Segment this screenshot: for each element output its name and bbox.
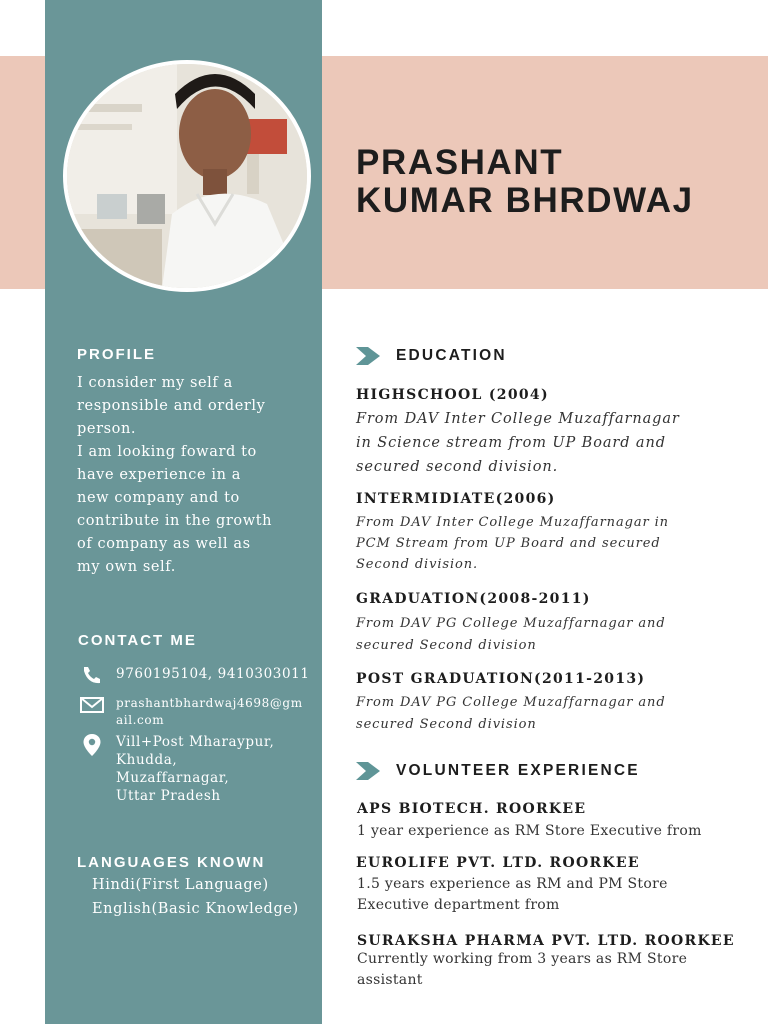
chevron-right-icon bbox=[356, 761, 382, 781]
education-item-desc: From DAV Inter College Muzaffarnagar in Science stream from UP Board and secured second division. bbox=[356, 411, 680, 475]
education-item-desc: From DAV Inter College Muzaffarnagar in PCM Stream from UP Board and secured Second division. bbox=[356, 515, 669, 572]
contact-email-row bbox=[80, 695, 303, 729]
profile-photo bbox=[63, 60, 311, 292]
volunteer-section-header bbox=[356, 761, 640, 781]
volunteer-item-desc: 1.5 years experience as RM and PM Store Executive department from bbox=[357, 876, 668, 913]
education-item-title: HIGHSCHOOL (2004) bbox=[356, 387, 549, 403]
full-name bbox=[356, 144, 694, 220]
education-item-title: GRADUATION(2008-2011) bbox=[356, 591, 591, 607]
contact-address-row bbox=[80, 733, 274, 805]
phone-icon bbox=[80, 665, 104, 685]
education-item-desc: From DAV PG College Muzaffarnagar and secured Second division bbox=[356, 616, 666, 653]
contact-phone-row bbox=[80, 665, 310, 685]
education-item-desc: From DAV PG College Muzaffarnagar and secured Second division bbox=[356, 695, 666, 732]
address: Vill+Post Mharaypur, Khudda, Muzaffarnagar, Uttar Pradesh bbox=[116, 734, 275, 804]
volunteer-item-title: APS BIOTECH. ROORKEE bbox=[357, 801, 587, 817]
header-band-left bbox=[0, 56, 45, 289]
volunteer-item-desc: Currently working from 3 years as RM Store assistant bbox=[357, 951, 688, 988]
envelope-icon bbox=[80, 695, 104, 715]
language-item: English(Basic Knowledge) bbox=[92, 901, 299, 917]
volunteer-heading: VOLUNTEER EXPERIENCE bbox=[396, 762, 640, 779]
location-pin-icon bbox=[80, 733, 104, 757]
education-item-title: POST GRADUATION(2011-2013) bbox=[356, 671, 646, 687]
education-item-title: INTERMIDIATE(2006) bbox=[356, 491, 556, 507]
language-item: Hindi(First Language) bbox=[92, 877, 269, 893]
name-line-2: KUMAR BHRDWAJ bbox=[356, 181, 694, 220]
volunteer-item-title: SURAKSHA PHARMA PVT. LTD. ROORKEE bbox=[357, 933, 735, 949]
profile-heading: PROFILE bbox=[77, 346, 157, 363]
name-line-1: PRASHANT bbox=[356, 143, 564, 182]
chevron-right-icon bbox=[356, 346, 382, 366]
volunteer-item-title: EUROLIFE PVT. LTD. ROORKEE bbox=[356, 855, 640, 871]
contact-heading: CONTACT ME bbox=[78, 632, 197, 649]
education-section-header bbox=[356, 346, 507, 366]
education-heading: EDUCATION bbox=[396, 347, 507, 364]
phone-number: 9760195104, 9410303011 bbox=[116, 666, 310, 682]
volunteer-item-desc: 1 year experience as RM Store Executive from bbox=[357, 823, 702, 839]
languages-heading: LANGUAGES KNOWN bbox=[77, 854, 266, 871]
profile-text: I consider my self a responsible and orderly person. I am looking foward to have experience in a new company and to contribute in the growth of company as well as my own self. bbox=[77, 375, 273, 575]
email-address[interactable]: prashantbhardwaj4698@gm ail.com bbox=[116, 696, 303, 727]
